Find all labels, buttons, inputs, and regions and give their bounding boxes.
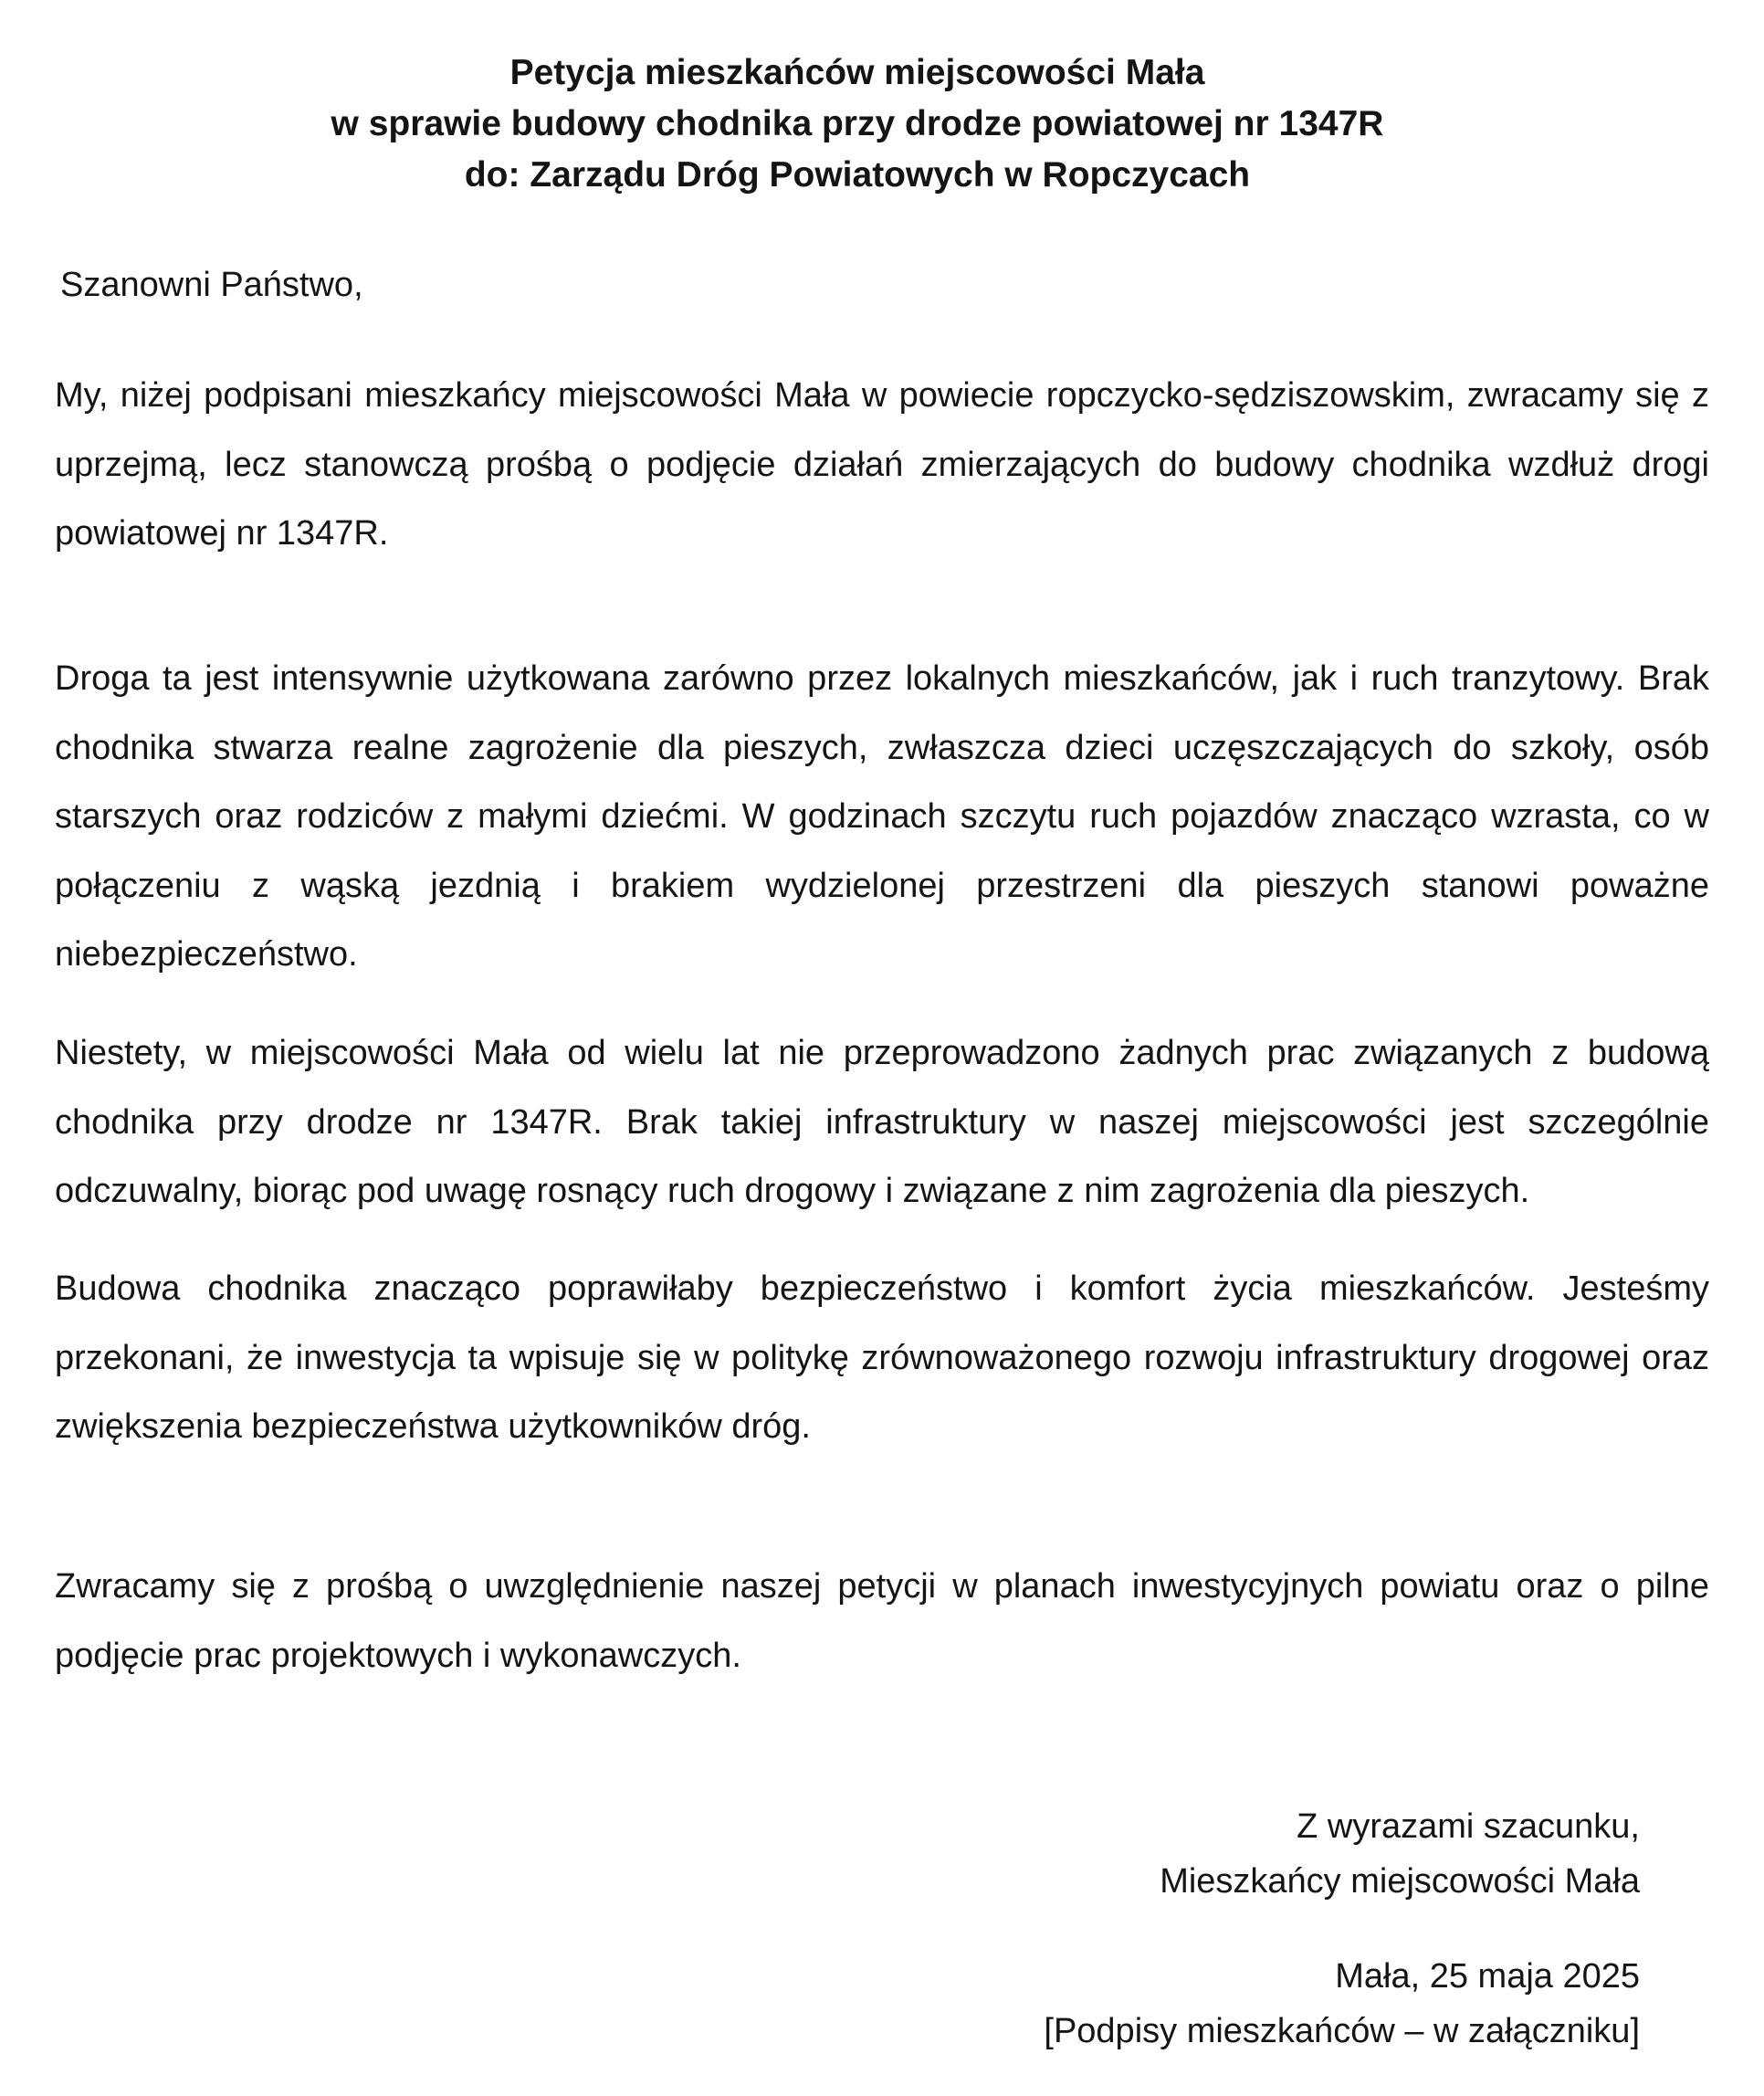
place-date: Mała, 25 maja 2025	[1335, 1957, 1640, 1996]
paragraph-request: Zwracamy się z prośbą o uwzględnienie naszej petycji w planach inwestycyjnych powiatu oraz o pilne podjęcie prac projektowych i wykonawczych.	[55, 1567, 1709, 1675]
title-line-1: Petycja mieszkańców miejscowości Mała	[509, 53, 1205, 92]
title-line-2: w sprawie budowy chodnika przy drodze powiatowej nr 1347R	[331, 104, 1384, 143]
closing-date-block	[1044, 1949, 1640, 2059]
closing-regards: Z wyrazami szacunku,	[1297, 1807, 1640, 1846]
paragraph-road-usage: Droga ta jest intensywnie użytkowana zarówno przez lokalnych mieszkańców, jak i ruch tranzytowy. Brak chodnika stwarza realne zagrożenie dla pieszych, zwłaszcza dzieci uczęszczających do szkoły, osób starszych oraz rodziców z małymi dziećmi. W godzinach szczytu ruch pojazdów znacząco wzrasta, co w połączeniu z wąską jezdnią i brakiem wydzielonej przestrzeni dla pieszych stanowi poważne niebezpieczeństwo.	[55, 659, 1709, 974]
signatures-note: [Podpisy mieszkańców – w załączniku]	[1044, 2012, 1640, 2050]
closing-signatory: Mieszkańcy miejscowości Mała	[1160, 1862, 1640, 1901]
document-title	[53, 47, 1662, 201]
paragraph-intro: My, niżej podpisani mieszkańcy miejscowości Mała w powiecie ropczycko-sędziszowskim, zwracamy się z uprzejmą, lecz stanowczą prośbą o podjęcie działań zmierzających do budowy chodnika wzdłuż drogi powiatowej nr 1347R.	[55, 376, 1709, 553]
petition-page	[53, 47, 1709, 2050]
paragraph-no-works: Niestety, w miejscowości Mała od wielu lat nie przeprowadzono żadnych prac związanych z budową chodnika przy drodze nr 1347R. Brak takiej infrastruktury w naszej miejscowości jest szczególnie odczuwalny, biorąc pod uwagę rosnący ruch drogowy i związane z nim zagrożenia dla pieszych.	[55, 1034, 1709, 1210]
title-line-3: do: Zarządu Dróg Powiatowych w Ropczycach	[464, 155, 1251, 195]
paragraph-benefits: Budowa chodnika znacząco poprawiłaby bezpieczeństwo i komfort życia mieszkańców. Jesteśmy przekonani, że inwestycja ta wpisuje się w politykę zrównoważonego rozwoju infrastruktury drogowej oraz zwiększenia bezpieczeństwa użytkowników dróg.	[55, 1269, 1709, 1446]
salutation: Szanowni Państwo,	[60, 266, 363, 304]
closing-regards-block	[1160, 1799, 1640, 1909]
